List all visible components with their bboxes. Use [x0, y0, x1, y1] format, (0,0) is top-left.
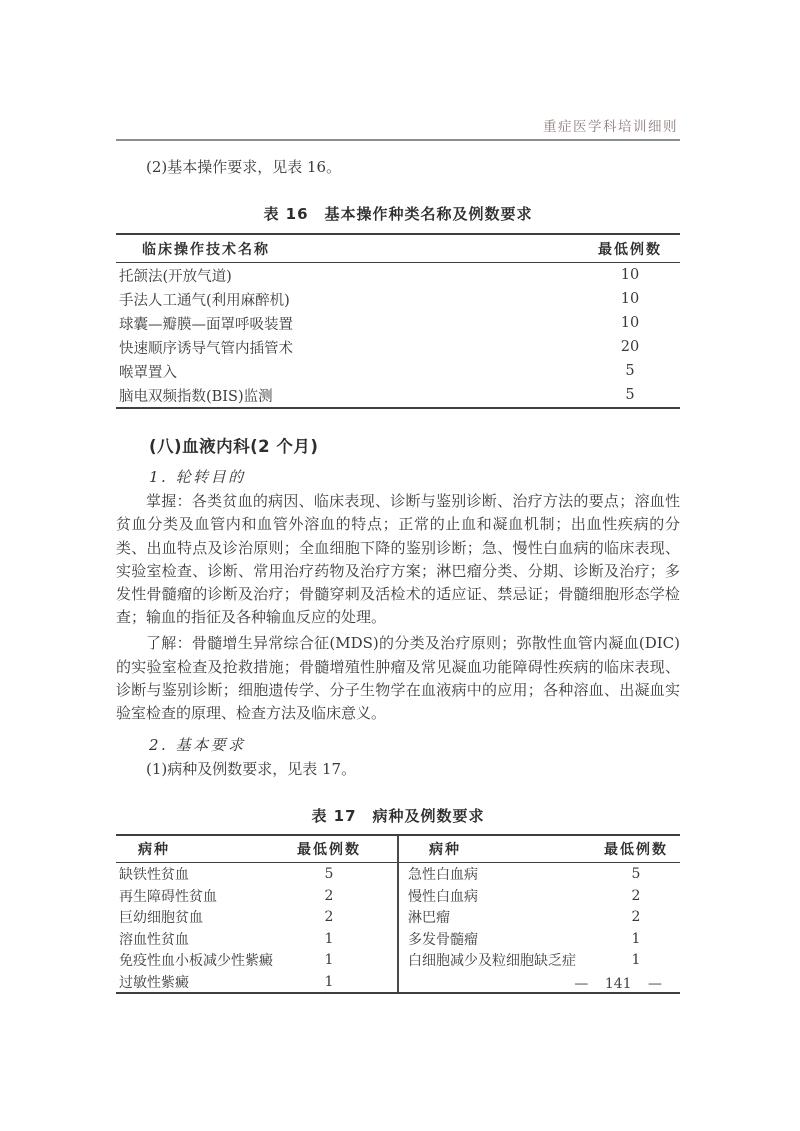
page-content — [116, 141, 680, 994]
row-min: 5 — [631, 866, 641, 883]
subheading-basic-requirements: 2. 基本要求 — [149, 736, 246, 755]
row-min: 10 — [620, 267, 640, 284]
table17-left-half — [116, 836, 397, 992]
table-row — [116, 863, 397, 885]
paragraph-understand: 了解：骨髓增生异常综合征(MDS)的分类及治疗原则；弥散性血管内凝血(DIC) 的实验室检查及抢救措施；骨髓增殖性肿瘤及常见凝血功能障碍性疾病的临床表现、诊断与鉴别诊断；细胞遗传学、分子生物学在血液病中的应用；各种溶血、出凝血实验室检查的原理、检查方法及临床意义。 — [116, 634, 680, 723]
row-name: 球囊—瓣膜—面罩呼吸装置 — [119, 316, 293, 333]
row-name: 免疫性血小板减少性紫癜 — [119, 953, 273, 970]
column-header-name: 病种 — [138, 842, 170, 859]
table-row — [116, 906, 397, 928]
table-row — [399, 928, 680, 950]
table-row — [116, 928, 397, 950]
row-min: 1 — [324, 952, 334, 969]
row-name: 急性白血病 — [408, 867, 478, 884]
table16 — [116, 233, 680, 409]
row-min: 5 — [625, 363, 635, 380]
requirement-line: (1)病种及例数要求，见表 17。 — [146, 760, 357, 779]
table16-title: 表 16 基本操作种类名称及例数要求 — [263, 205, 533, 224]
row-name: 缺铁性贫血 — [119, 867, 189, 884]
row-min: 2 — [631, 887, 641, 904]
table-row — [116, 311, 680, 335]
row-name: 巨幼细胞贫血 — [119, 910, 203, 927]
row-name: 再生障碍性贫血 — [119, 888, 217, 905]
table17 — [116, 834, 680, 994]
row-name: 快速顺序诱导气管内插管术 — [119, 340, 293, 357]
table17-header-row — [116, 836, 397, 863]
table-row — [116, 971, 397, 993]
table-row — [399, 885, 680, 907]
table-row — [116, 383, 680, 407]
section-heading: (八)血液内科(2 个月) — [149, 437, 319, 457]
table17-right-half — [397, 836, 680, 992]
table-row — [116, 949, 397, 971]
table-row — [399, 863, 680, 885]
column-header-name: 临床操作技术名称 — [142, 241, 270, 258]
row-min: 5 — [625, 387, 635, 404]
row-min: 2 — [631, 909, 641, 926]
row-min: 20 — [620, 339, 640, 356]
row-name: 淋巴瘤 — [408, 910, 450, 927]
row-min: 5 — [324, 866, 334, 883]
page-number: — 141 — — [574, 976, 662, 992]
column-header-min: 最低例数 — [598, 241, 662, 258]
row-min: 10 — [620, 291, 640, 308]
table-row — [399, 906, 680, 928]
column-header-name: 病种 — [429, 842, 461, 859]
row-name: 过敏性紫癜 — [119, 974, 189, 991]
paragraph-master: 掌握：各类贫血的病因、临床表现、诊断与鉴别诊断、治疗方法的要点；溶血性贫血分类及血管内和血管外溶血的特点；正常的止血和凝血机制；出血性疾病的分类、出血特点及诊治原则；全血细胞下降的鉴别诊断；急、慢性白血病的临床表现、实验室检查、诊断、常用治疗药物及治疗方案；淋巴瘤分类、分期、诊断及治疗；多发性骨髓瘤的诊断及治疗；骨髓穿刺及活检术的适应证、禁忌证；骨髓细胞形态学检查；输血的指征及各种输血反应的处理。 — [116, 492, 680, 627]
row-name: 托颌法(开放气道) — [119, 268, 232, 285]
row-name: 溶血性贫血 — [119, 931, 189, 948]
row-name: 手法人工通气(利用麻醉机) — [119, 292, 290, 309]
running-header: 重症医学科培训细则 — [543, 119, 678, 135]
row-min: 1 — [324, 973, 334, 990]
row-min: 10 — [620, 315, 640, 332]
row-min: 1 — [324, 930, 334, 947]
row-min: 1 — [631, 952, 641, 969]
row-min: 2 — [324, 887, 334, 904]
column-header-min: 最低例数 — [297, 842, 361, 859]
table-row — [116, 359, 680, 383]
table-row — [399, 949, 680, 971]
table-row — [116, 263, 680, 287]
row-min: 2 — [324, 909, 334, 926]
table-row — [116, 885, 397, 907]
row-name: 慢性白血病 — [408, 888, 478, 905]
table16-header-row — [116, 235, 680, 263]
row-name: 多发骨髓瘤 — [408, 931, 478, 948]
table-row — [116, 287, 680, 311]
table-row — [116, 335, 680, 359]
row-name: 脑电双频指数(BIS)监测 — [119, 388, 273, 405]
subheading-rotation-purpose: 1. 轮转目的 — [149, 468, 246, 487]
row-name: 喉罩置入 — [119, 364, 177, 381]
row-min: 1 — [631, 930, 641, 947]
row-name: 白细胞减少及粒细胞缺乏症 — [408, 953, 576, 970]
column-header-min: 最低例数 — [604, 842, 668, 859]
table17-header-row — [399, 836, 680, 863]
table17-title: 表 17 病种及例数要求 — [311, 807, 485, 826]
intro-line: (2)基本操作要求，见表 16。 — [146, 158, 342, 176]
